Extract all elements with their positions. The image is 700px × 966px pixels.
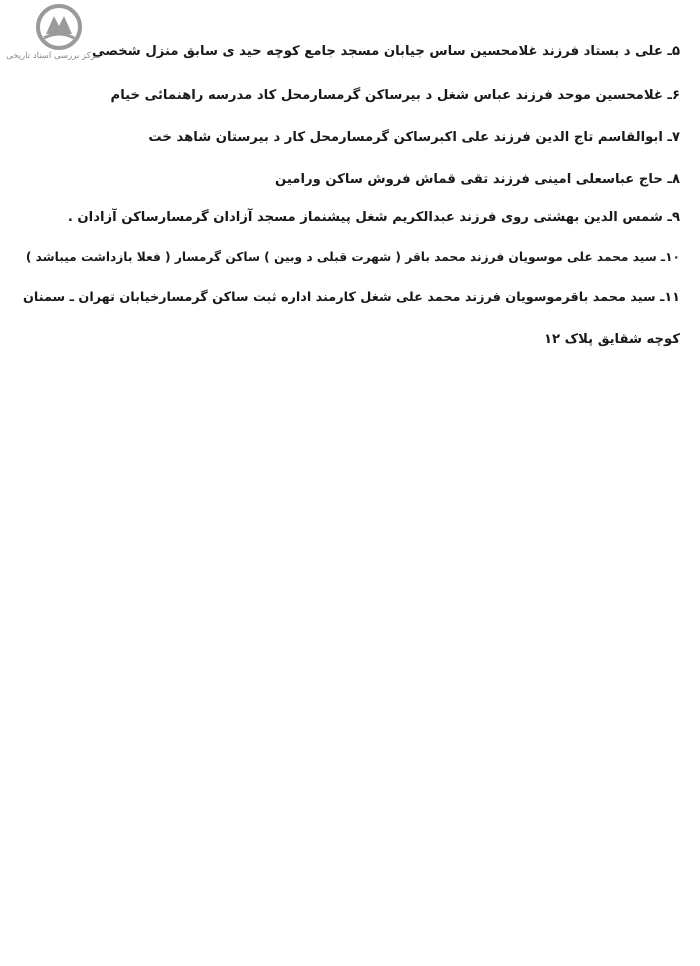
list-item-11-continuation: کوچه شقایق پلاک ۱۲ (543, 332, 680, 347)
list-item-5: ۵ـ علی د بستاد فرزند غلامحسین ساس جیابان مسجد جامع کوچه حید ی سابق منزل شخصی (91, 44, 680, 59)
list-item-10: ۱۰ـ سید محمد علی موسویان فرزند محمد باقر ( شهرت قبلی د وبین ) ساکن گرمسار ( فعلا بازداشت میباشد ) (25, 250, 680, 264)
list-item-6: ۶ـ غلامحسین موحد فرزند عباس شغل د بیرساکن گرمسارمحل کاد مدرسه راهنمائی خیام (110, 88, 680, 103)
list-item-9: ۹ـ شمس الدین بهشتی روی فرزند عبدالکریم شغل پیشنماز مسجد آزادان گرمسارساکن آزادان . (67, 210, 680, 225)
logo-caption: مرکز بررسی اسناد تاریخی (6, 51, 100, 61)
archive-logo-icon (32, 4, 86, 50)
archive-logo (6, 4, 100, 70)
list-item-11: ۱۱ـ سید محمد باقرموسویان فرزند محمد علی شغل کارمند اداره ثبت ساکن گرمسارخیابان تهران ـ سمنان (23, 290, 680, 305)
list-item-7: ۷ـ ابوالقاسم تاج الدین فرزند علی اکبرساکن گرمسارمحل کار د بیرستان شاهد خت (148, 130, 680, 145)
list-item-8: ۸ـ حاج عباسعلی امینی فرزند تقی قماش فروش ساکن ورامین (275, 172, 680, 187)
